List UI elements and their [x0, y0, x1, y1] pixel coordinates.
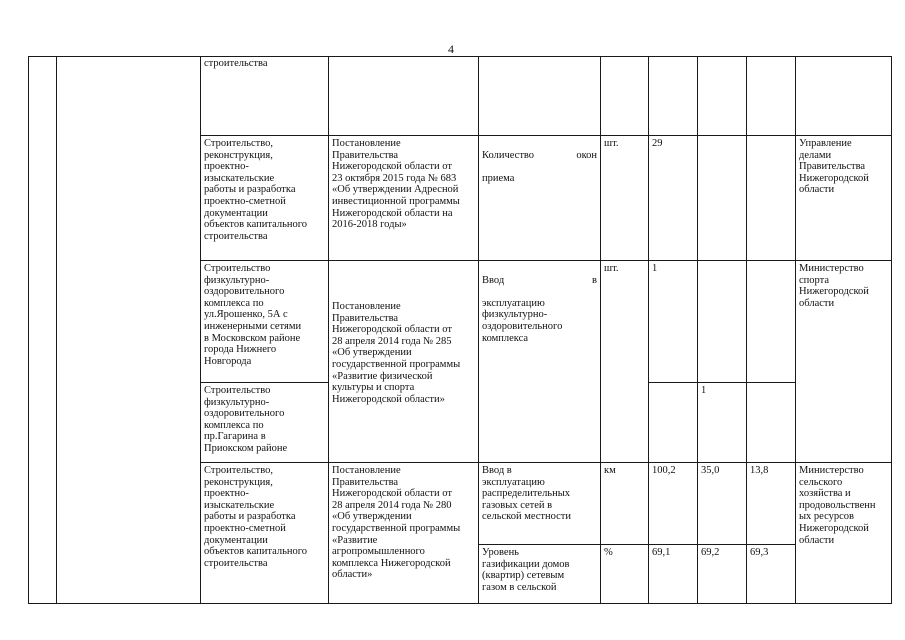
executor-cell: Министерство сельского хозяйства и продовольственн ых ресурсов Нижегородской области: [799, 465, 876, 546]
indicator-rest: приема: [482, 172, 515, 184]
unit-cell: шт.: [604, 263, 619, 274]
work-cell: Строительство, реконструкция, проектно- изыскательские работы и разработка проектно-сметной документации объектов капитального строительства: [204, 465, 308, 569]
executor-cell: Управление делами Правительства Нижегородской области: [799, 138, 869, 196]
value-cell: 69,1: [652, 547, 671, 558]
table-rule: [28, 56, 29, 604]
value-cell: 13,8: [750, 465, 769, 476]
program-table: [28, 56, 892, 604]
indicator-first-line: [482, 150, 597, 162]
table-rule: [28, 56, 892, 57]
work-cell: строительства: [204, 58, 268, 69]
value-cell: 100,2: [652, 465, 676, 476]
indicator-first-line: [482, 275, 597, 287]
unit-cell: %: [604, 547, 613, 558]
indicator-word: Ввод: [482, 274, 505, 286]
indicator-cell: [478, 136, 600, 260]
work-cell: Строительство физкультурно- оздоровительного комплекса по пр.Гагарина в Приокском районе: [204, 385, 288, 454]
value-cell: 29: [652, 138, 663, 149]
page-number: 4: [448, 42, 454, 56]
document-cell: Постановление Правительства Нижегородской области от 28 апреля 2014 года № 280 «Об утверждении государственной программы «Развитие агропромышленного комплекса Нижегородской области»: [332, 465, 461, 581]
unit-cell: км: [604, 465, 616, 476]
indicator-cell: Ввод в эксплуатацию распределительных газовых сетей в сельской местности: [482, 465, 572, 523]
document-cell: Постановление Правительства Нижегородской области от 23 октября 2015 года № 683 «Об утверждении Адресной инвестиционной программы Нижегородской области на 2016-2018 годы»: [332, 138, 460, 231]
indicator-cell: Уровень газификации домов (квартир) сетевым газом в сельской: [482, 547, 570, 593]
table-rule: [891, 56, 892, 604]
value-cell: 69,2: [701, 547, 720, 558]
value-cell: 35,0: [701, 465, 720, 476]
indicator-cell: [478, 261, 600, 462]
work-cell: Строительство, реконструкция, проектно- изыскательские работы и разработка проектно-сметной документации объектов капитального строительства: [204, 138, 308, 242]
work-cell: Строительство физкультурно- оздоровительного комплекса по ул.Ярошенко, 5А с инженерными сетями в Московском районе города Нижнего Новгорода: [204, 263, 302, 367]
indicator-word: окон: [576, 149, 597, 161]
table-rule: [28, 603, 892, 604]
value-cell: 1: [701, 385, 707, 396]
document-cell: Постановление Правительства Нижегородской области от 28 апреля 2014 года № 285 «Об утверждении государственной программы «Развитие физической культуры и спорта Нижегородской области»: [332, 301, 461, 405]
indicator-rest: эксплуатацию физкультурно- оздоровительного комплекса: [482, 297, 563, 344]
indicator-word: Количество: [482, 149, 535, 161]
indicator-word: в: [592, 274, 597, 286]
unit-cell: шт.: [604, 138, 619, 149]
value-cell: 69,3: [750, 547, 769, 558]
table-rule: [56, 56, 57, 604]
value-cell: 1: [652, 263, 658, 274]
executor-cell: Министерство спорта Нижегородской области: [799, 263, 869, 309]
